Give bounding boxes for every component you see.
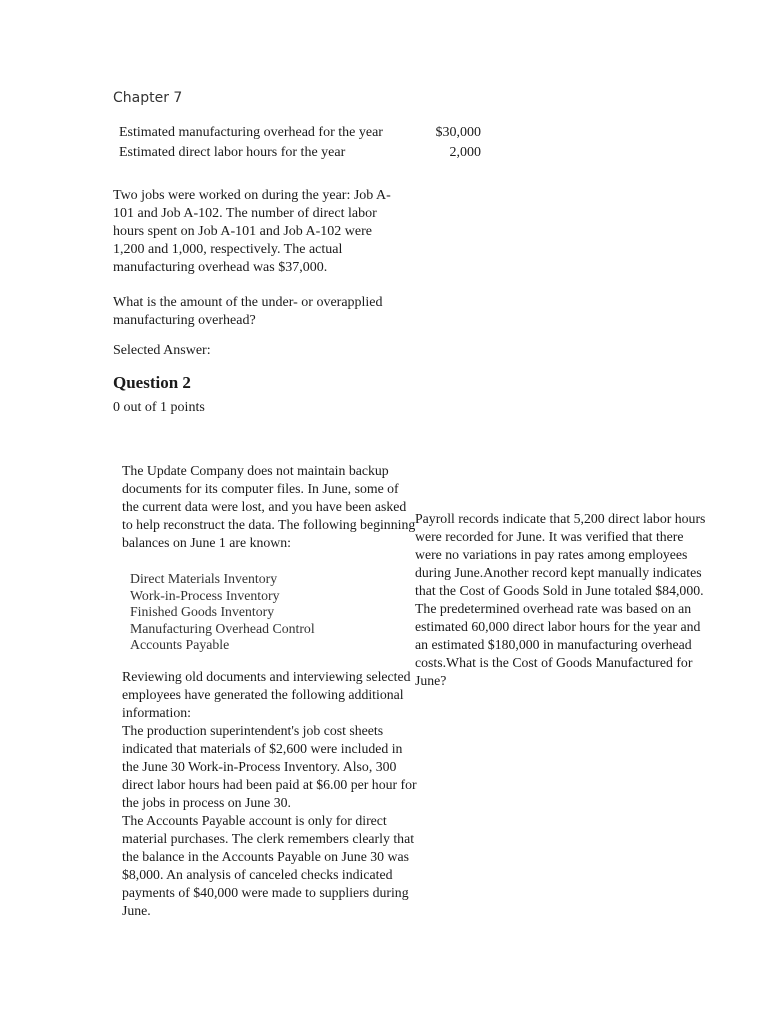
estimate-label: Estimated manufacturing overhead for the year <box>119 125 383 140</box>
question2-additional-info <box>122 668 420 920</box>
question2-points: 0 out of 1 points <box>113 400 205 415</box>
question1-text: Two jobs were worked on during the year: Job A-101 and Job A-102. The number of direct labor hours spent on Job A-101 and Job A-102 were 1,200 and 1,000, respectively. The actual manufacturing overhead was $37,000. <box>113 188 391 275</box>
payroll-info: Payroll records indicate that 5,200 direct labor hours were recorded for June. It was verified that there were no variations in pay rates among employees during June.Another record kept manually indicates that the Cost of Goods Sold in June totaled $84,000. <box>415 511 706 598</box>
account-item: Work-in-Process Inventory <box>130 587 280 603</box>
chapter-heading: Chapter 7 <box>113 90 183 106</box>
overhead-rate-info: The predetermined overhead rate was based on an estimated 60,000 direct labor hours for the year and an estimated $180,000 in manufacturing overhead costs.What is the Cost of Goods Manufactured for June? <box>415 601 701 688</box>
account-item: Manufacturing Overhead Control <box>130 620 315 636</box>
account-item: Finished Goods Inventory <box>130 604 275 620</box>
estimate-row <box>119 145 481 163</box>
estimate-row <box>119 125 481 143</box>
info-accounts-payable: The Accounts Payable account is only for direct material purchases. The clerk remembers clearly that the balance in the Accounts Payable on June 30 was $8,000. An analysis of canceled checks indicated payments of $40,000 were made to suppliers during June. <box>122 813 415 918</box>
account-item: Accounts Payable <box>130 637 230 653</box>
info-job-cost: The production superintendent's job cost sheets indicated that materials of $2,600 were included in the June 30 Work-in-Process Inventory. Also, 300 direct labor hours had been paid at $6.00 per hour for the jobs in process on June 30. <box>122 723 417 810</box>
estimate-label: Estimated direct labor hours for the year <box>119 145 346 160</box>
account-item: Direct Materials Inventory <box>130 571 278 586</box>
estimate-value: 2,000 <box>449 145 481 160</box>
account-list <box>130 571 315 654</box>
question1-prompt: What is the amount of the under- or overapplied manufacturing overhead? <box>113 295 383 328</box>
question2-intro: The Update Company does not maintain backup documents for its computer files. In June, some of the current data were lost, and you have been asked to help reconstruct the data. The following beginning balances on June 1 are known: <box>122 463 416 550</box>
review-intro: Reviewing old documents and interviewing selected employees have generated the following additional information: <box>122 669 411 720</box>
selected-answer-label: Selected Answer: <box>113 343 211 358</box>
question2-right-column <box>415 510 710 690</box>
estimate-value: $30,000 <box>435 125 481 140</box>
question2-title: Question 2 <box>113 373 191 392</box>
